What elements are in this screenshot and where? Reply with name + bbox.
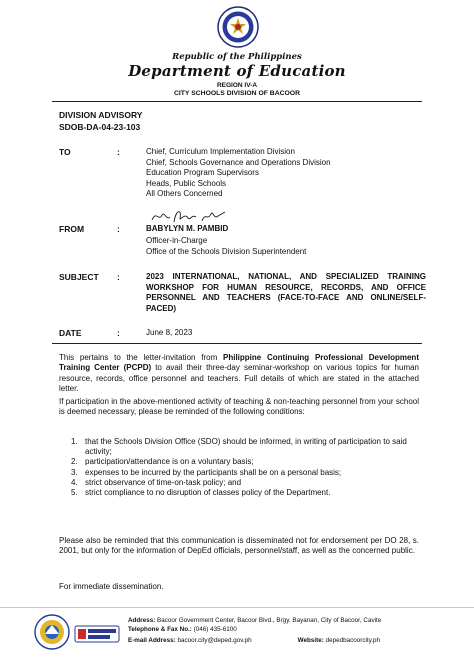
subject-text: 2023 INTERNATIONAL, NATIONAL, AND SPECIALIZED TRAINING WORKSHOP FOR HUMAN RESOURCE, RECORDS, AND OFFICE PERSONNEL AND TEACHERS (FACE-TO-FACE AND ONLINE/SELF-PACED) [146,272,426,313]
from-name: BABYLYN M. PAMBID [146,224,229,233]
list-item: 2. participation/attendance is on a voluntary basis; [71,457,254,467]
to-colon: : [117,147,120,157]
region-line: REGION IV-A [216,82,258,89]
subject-label: SUBJECT [59,272,99,282]
to-line: Chief, Schools Governance and Operations Division [146,157,331,167]
body-paragraph-1: This pertains to the letter-invitation from Philippine Continuing Professional Development Training Center (PCPD) to avail their three-day seminar-workshop on various topics for human resource, records, office personnel and teachers. Full details of which are stated in the attached letter. [59,353,420,394]
from-colon: : [117,224,120,234]
to-label: TO [59,147,71,157]
to-line: Chief, Curriculum Implementation Division [146,147,295,156]
advisory-number: SDOB-DA-04-23-103 [59,122,141,132]
footer-phone: Telephone & Fax No.: (046) 435-6100 [128,626,237,633]
email-link[interactable]: bacoor.city@deped.gov.ph [177,637,252,644]
list-item: 1. that the Schools Division Office (SDO) should be informed, in writing of participation to said activity; [71,437,407,457]
division-logo-icon [34,614,70,650]
division-line: CITY SCHOOLS DIVISION OF BACOOR [173,90,300,97]
body-paragraph-4: For immediate dissemination. [59,582,164,591]
department-title: Department of Education [128,62,346,80]
from-title: Officer-in-Charge [146,236,208,245]
footer-contact: E-mail Address: bacoor.city@deped.gov.ph Website: depedbacoorcity.ph [128,637,381,644]
footer-address: Address: Bacoor Government Center, Bacoor Blvd., Brgy. Bayanan, City of Bacoor, Cavite [128,617,382,624]
advisory-title: DIVISION ADVISORY [59,110,143,120]
to-line: All Others Concerned [146,189,223,199]
date-colon: : [117,328,120,338]
body-paragraph-2: If participation in the above-mentioned activity of teaching & non-teaching personnel from your school is deemed necessary, please be reminded of the following conditions: [59,397,419,417]
republic-line: Republic of the Philippines [172,52,302,62]
list-item: 5. strict compliance to no disruption of classes policy of the Department. [71,488,331,498]
to-recipients [146,147,331,200]
body-paragraph-3: Please also be reminded that this communication is disseminated not for endorsement per DO 28, s. 2001, but only for the information of DepEd officials, personnel/staff, as well as the concerned public. [59,536,419,556]
header-divider [52,101,422,102]
date-label: DATE [59,328,82,338]
signature-icon [150,206,230,226]
conditions-list [59,437,419,498]
date-value: June 8, 2023 [146,328,193,337]
subject-colon: : [117,272,120,282]
footer-divider [0,607,474,608]
organization-name: Philippine Continuing Professional Development Training Center (PCPD) [59,353,419,373]
to-line: Education Program Supervisors [146,168,259,178]
memo-divider [52,343,422,344]
website-link[interactable]: depedbacoorcity.ph [325,637,381,644]
from-office: Office of the Schools Division Superintendent [146,247,307,256]
from-label: FROM [59,224,85,234]
deped-logo-icon [74,624,120,644]
list-item: 4. strict observance of time-on-task policy; and [71,477,242,487]
to-line: Heads, Public Schools [146,178,227,188]
deped-seal-icon [217,6,259,48]
list-item: 3. expenses to be incurred by the participants shall be on a personal basis; [71,467,342,477]
